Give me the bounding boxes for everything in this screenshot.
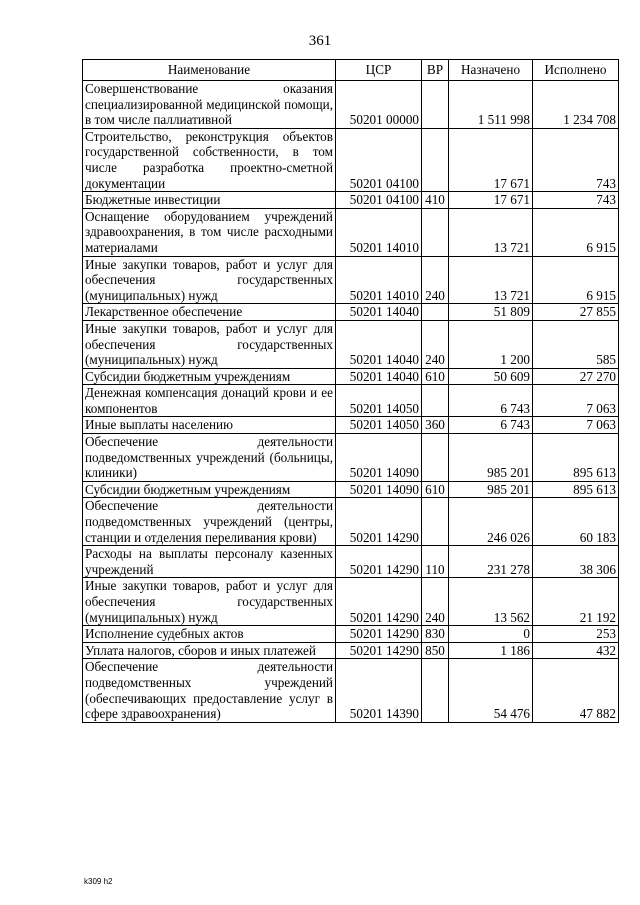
table-row [83,659,619,722]
row-vr [422,385,449,417]
row-assigned: 17 671 [449,192,533,209]
table-row [83,256,619,304]
row-vr [422,434,449,482]
row-name: Расходы на выплаты персоналу казенных учреждений [83,546,336,578]
row-csr: 50201 04100 [336,128,422,191]
row-name: Уплата налогов, сборов и иных платежей [83,642,336,659]
row-name: Иные закупки товаров, работ и услуг для обеспечения государственных (муниципальных) нужд [83,256,336,304]
row-vr [422,659,449,722]
header-name: Наименование [83,60,336,81]
header-csr: ЦСР [336,60,422,81]
row-executed: 47 882 [533,659,619,722]
row-executed: 585 [533,320,619,368]
row-executed: 743 [533,128,619,191]
row-vr: 610 [422,481,449,498]
row-assigned: 985 201 [449,434,533,482]
row-csr: 50201 14290 [336,546,422,578]
row-name: Субсидии бюджетным учреждениям [83,368,336,385]
row-executed: 432 [533,642,619,659]
row-csr: 50201 14290 [336,642,422,659]
row-assigned: 246 026 [449,498,533,546]
row-csr: 50201 14010 [336,256,422,304]
footer-code: k309 h2 [84,877,113,886]
row-assigned: 231 278 [449,546,533,578]
row-assigned: 50 609 [449,368,533,385]
row-vr: 240 [422,256,449,304]
row-assigned: 6 743 [449,385,533,417]
table-row [83,481,619,498]
row-assigned: 13 721 [449,256,533,304]
row-vr: 610 [422,368,449,385]
row-executed: 253 [533,626,619,643]
row-executed: 27 855 [533,304,619,321]
row-assigned: 17 671 [449,128,533,191]
table-row [83,208,619,256]
row-csr: 50201 14010 [336,208,422,256]
row-vr [422,304,449,321]
row-executed: 7 063 [533,417,619,434]
row-name: Иные закупки товаров, работ и услуг для обеспечения государственных (муниципальных) нужд [83,578,336,626]
table-row [83,546,619,578]
row-assigned: 51 809 [449,304,533,321]
row-name: Обеспечение деятельности подведомственных учреждений (обеспечивающих предоставление услуг в сфере здравоохранения) [83,659,336,722]
row-vr: 410 [422,192,449,209]
table-row [83,320,619,368]
table-header-row [83,60,619,81]
row-executed: 21 192 [533,578,619,626]
budget-table [82,59,619,723]
row-vr: 830 [422,626,449,643]
table-row [83,385,619,417]
table-row [83,417,619,434]
row-name: Бюджетные инвестиции [83,192,336,209]
row-name: Обеспечение деятельности подведомственных учреждений (больницы, клиники) [83,434,336,482]
table-row [83,368,619,385]
row-csr: 50201 14050 [336,417,422,434]
row-csr: 50201 14040 [336,320,422,368]
row-assigned: 1 200 [449,320,533,368]
table-row [83,626,619,643]
table-row [83,498,619,546]
row-vr: 360 [422,417,449,434]
table-row [83,128,619,191]
table-row [83,642,619,659]
row-vr [422,208,449,256]
row-csr: 50201 00000 [336,81,422,129]
row-name: Лекарственное обеспечение [83,304,336,321]
row-csr: 50201 14290 [336,498,422,546]
row-assigned: 13 721 [449,208,533,256]
row-executed: 60 183 [533,498,619,546]
row-name: Совершенствование оказания специализированной медицинской помощи, в том числе паллиативной [83,81,336,129]
row-csr: 50201 14290 [336,626,422,643]
header-assigned: Назначено [449,60,533,81]
row-name: Денежная компенсация донаций крови и ее компонентов [83,385,336,417]
row-csr: 50201 14040 [336,304,422,321]
row-assigned: 54 476 [449,659,533,722]
row-executed: 6 915 [533,208,619,256]
table-row [83,192,619,209]
row-vr [422,81,449,129]
row-executed: 895 613 [533,434,619,482]
row-assigned: 1 511 998 [449,81,533,129]
table-row [83,304,619,321]
row-executed: 7 063 [533,385,619,417]
row-vr [422,498,449,546]
row-executed: 27 270 [533,368,619,385]
table-row [83,578,619,626]
row-csr: 50201 04100 [336,192,422,209]
page-number: 361 [308,33,332,49]
row-assigned: 13 562 [449,578,533,626]
row-name: Субсидии бюджетным учреждениям [83,481,336,498]
row-executed: 1 234 708 [533,81,619,129]
row-name: Иные выплаты населению [83,417,336,434]
header-vr: ВР [422,60,449,81]
row-csr: 50201 14090 [336,434,422,482]
row-csr: 50201 14290 [336,578,422,626]
row-csr: 50201 14390 [336,659,422,722]
row-executed: 38 306 [533,546,619,578]
row-assigned: 985 201 [449,481,533,498]
row-executed: 895 613 [533,481,619,498]
table-row [83,434,619,482]
row-csr: 50201 14050 [336,385,422,417]
row-name: Иные закупки товаров, работ и услуг для обеспечения государственных (муниципальных) нужд [83,320,336,368]
row-assigned: 0 [449,626,533,643]
row-name: Обеспечение деятельности подведомственных учреждений (центры, станции и отделения переливания крови) [83,498,336,546]
row-name: Оснащение оборудованием учреждений здравоохранения, в том числе расходными материалами [83,208,336,256]
row-csr: 50201 14090 [336,481,422,498]
row-csr: 50201 14040 [336,368,422,385]
row-name: Строительство, реконструкция объектов государственной собственности, в том числе разработка проектно-сметной документации [83,128,336,191]
table-body [83,81,619,723]
row-vr: 240 [422,320,449,368]
row-executed: 6 915 [533,256,619,304]
row-vr: 240 [422,578,449,626]
table-row [83,81,619,129]
header-executed: Исполнено [533,60,619,81]
row-assigned: 6 743 [449,417,533,434]
row-executed: 743 [533,192,619,209]
row-vr: 850 [422,642,449,659]
row-name: Исполнение судебных актов [83,626,336,643]
row-assigned: 1 186 [449,642,533,659]
row-vr [422,128,449,191]
row-vr: 110 [422,546,449,578]
